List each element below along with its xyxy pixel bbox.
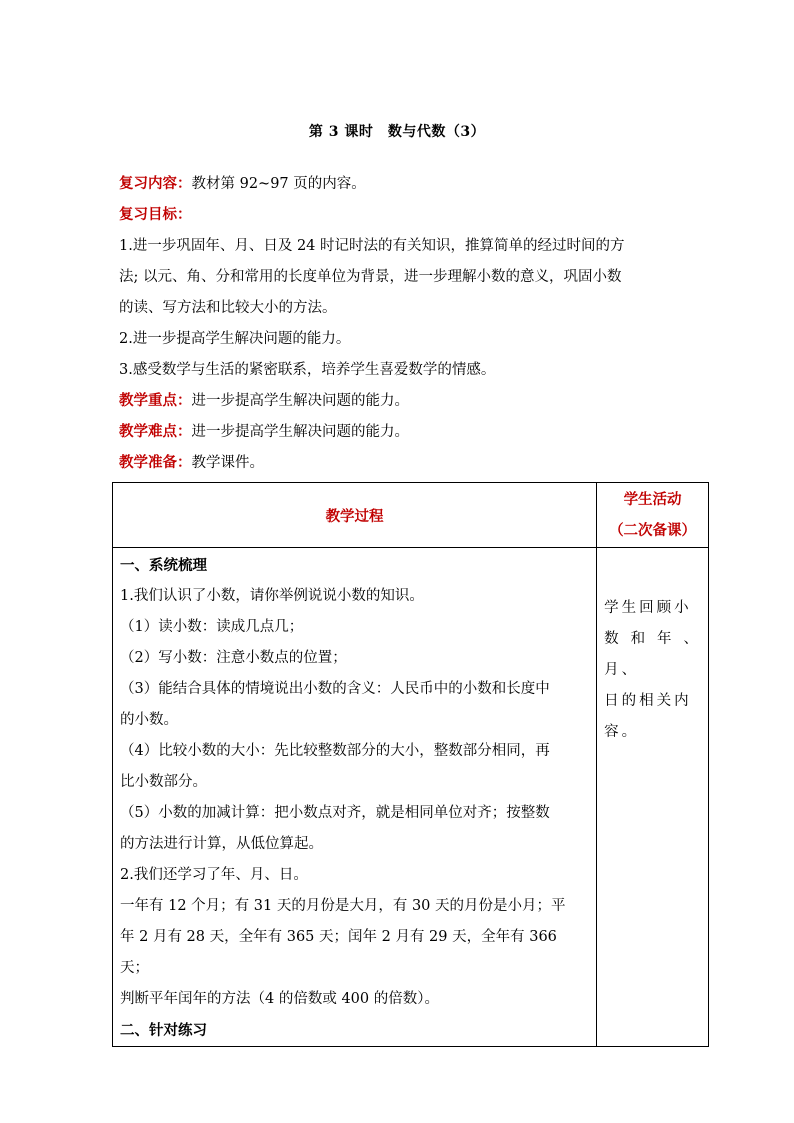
preparation-text: 教学课件。 [191, 455, 264, 471]
process-line: （4）比较小数的大小：先比较整数部分的大小，整数部分相同，再 [120, 743, 550, 759]
header-student-activity [597, 483, 709, 548]
review-goals-line [119, 206, 711, 224]
process-line: 一年有 12 个月；有 31 天的月份是大月，有 30 天的月份是小月；平 [120, 898, 566, 914]
process-line: （3）能结合具体的情境说出小数的含义：人民币中的小数和长度中 [120, 681, 550, 697]
process-line: 的方法进行计算，从低位算起。 [120, 836, 323, 852]
process-line: 1.我们认识了小数，请你举例说说小数的知识。 [120, 588, 424, 604]
preparation-label: 教学准备： [119, 454, 192, 471]
preparation-line [119, 454, 711, 472]
student-activity-cell [597, 548, 709, 1047]
review-goal-text: 的读、写方法和比较大小的方法。 [119, 300, 337, 316]
process-line: 的小数。 [120, 712, 178, 728]
process-line: （2）写小数：注意小数点的位置； [120, 650, 347, 666]
key-point-label: 教学重点： [119, 392, 192, 409]
review-goal-text: 1.进一步巩固年、月、日及 24 时记时法的有关知识，推算简单的经过时间的方 [119, 238, 625, 254]
review-content-label: 复习内容： [119, 175, 192, 192]
section-title: 二、针对练习 [120, 1022, 207, 1039]
process-line: 年 2 月有 28 天，全年有 365 天；闰年 2 月有 29 天，全年有 366 天； [120, 929, 557, 976]
header-teaching-process: 教学过程 [113, 483, 597, 548]
header-student-activity-line1: 学生活动 [623, 491, 682, 508]
review-goal-text: 3.感受数学与生活的紧密联系，培养学生喜爱数学的情感。 [119, 362, 496, 378]
process-line: 比小数部分。 [120, 774, 207, 790]
teaching-process-cell [113, 548, 597, 1047]
header-student-activity-line2: （二次备课） [609, 522, 697, 539]
process-line: （5）小数的加减计算：把小数点对齐，就是相同单位对齐；按整数 [120, 805, 550, 821]
process-line: （1）读小数：读成几点几； [120, 619, 304, 635]
review-goal-text: 法; 以元、角、分和常用的长度单位为背景，进一步理解小数的意义，巩固小数 [119, 269, 622, 285]
review-goal-text: 2.进一步提高学生解决问题的能力。 [119, 331, 351, 347]
difficulty-text: 进一步提高学生解决问题的能力。 [191, 424, 409, 440]
activity-line: 数和年、月、 [604, 631, 701, 678]
section-title: 一、系统梳理 [120, 557, 207, 574]
difficulty-line [119, 423, 711, 441]
process-line: 判断平年闰年的方法（4 的倍数或 400 的倍数）。 [120, 991, 439, 1007]
review-content-line [119, 175, 711, 193]
activity-line: 学生回顾小 [604, 600, 692, 616]
review-content-text: 教材第 92~97 页的内容。 [191, 176, 366, 192]
activity-line: 容。 [604, 724, 640, 740]
key-point-text: 进一步提高学生解决问题的能力。 [191, 393, 409, 409]
key-point-line [119, 392, 711, 410]
page-title: 第 3 课时 数与代数（3） [308, 124, 486, 140]
process-line: 2.我们还学习了年、月、日。 [120, 867, 308, 883]
difficulty-label: 教学难点： [119, 423, 192, 440]
teaching-process-table [112, 482, 709, 1047]
review-goals-label: 复习目标： [119, 206, 192, 223]
activity-line: 日的相关内 [604, 693, 692, 709]
